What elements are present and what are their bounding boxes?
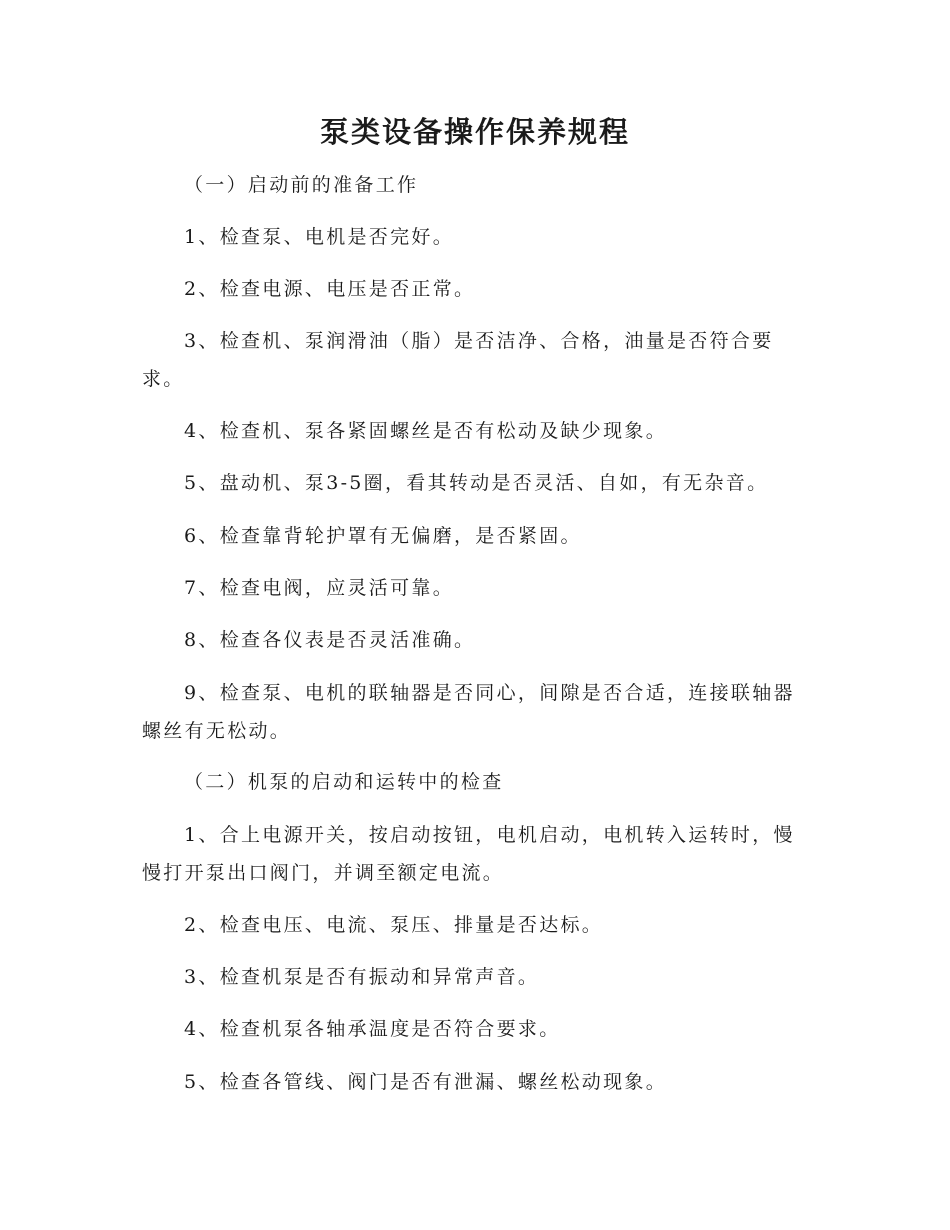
- paragraph: 1、合上电源开关，按启动按钮，电机启动，电机转入运转时，慢慢打开泵出口阀门，并调至额定电流。: [142, 824, 795, 884]
- paragraph: 5、盘动机、泵3-5圈，看其转动是否灵活、自如，有无杂音。: [184, 472, 769, 494]
- paragraph: 2、检查电压、电流、泵压、排量是否达标。: [184, 914, 604, 936]
- paragraph: 6、检查靠背轮护罩有无偏磨，是否紧固。: [184, 525, 582, 547]
- section-heading-1: （一）启动前的准备工作: [184, 174, 419, 196]
- paragraph: 9、检查泵、电机的联轴器是否同心，间隙是否合适，连接联轴器螺丝有无松动。: [142, 682, 795, 742]
- paragraph: 3、检查机、泵润滑油（脂）是否洁净、合格，油量是否符合要求。: [142, 330, 774, 390]
- paragraph: 7、检查电阀，应灵活可靠。: [184, 577, 454, 599]
- section-heading-2: （二）机泵的启动和运转中的检查: [184, 771, 504, 793]
- paragraph: 8、检查各仪表是否灵活准确。: [184, 629, 476, 651]
- paragraph: 3、检查机泵是否有振动和异常声音。: [184, 966, 540, 988]
- paragraph: 1、检查泵、电机是否完好。: [184, 226, 454, 248]
- paragraph: 5、检查各管线、阀门是否有泄漏、螺丝松动现象。: [184, 1071, 667, 1093]
- paragraph: 4、检查机、泵各紧固螺丝是否有松动及缺少现象。: [184, 420, 667, 442]
- paragraph: 4、检查机泵各轴承温度是否符合要求。: [184, 1018, 561, 1040]
- document-title: 泵类设备操作保养规程: [319, 115, 630, 149]
- paragraph: 2、检查电源、电压是否正常。: [184, 278, 476, 300]
